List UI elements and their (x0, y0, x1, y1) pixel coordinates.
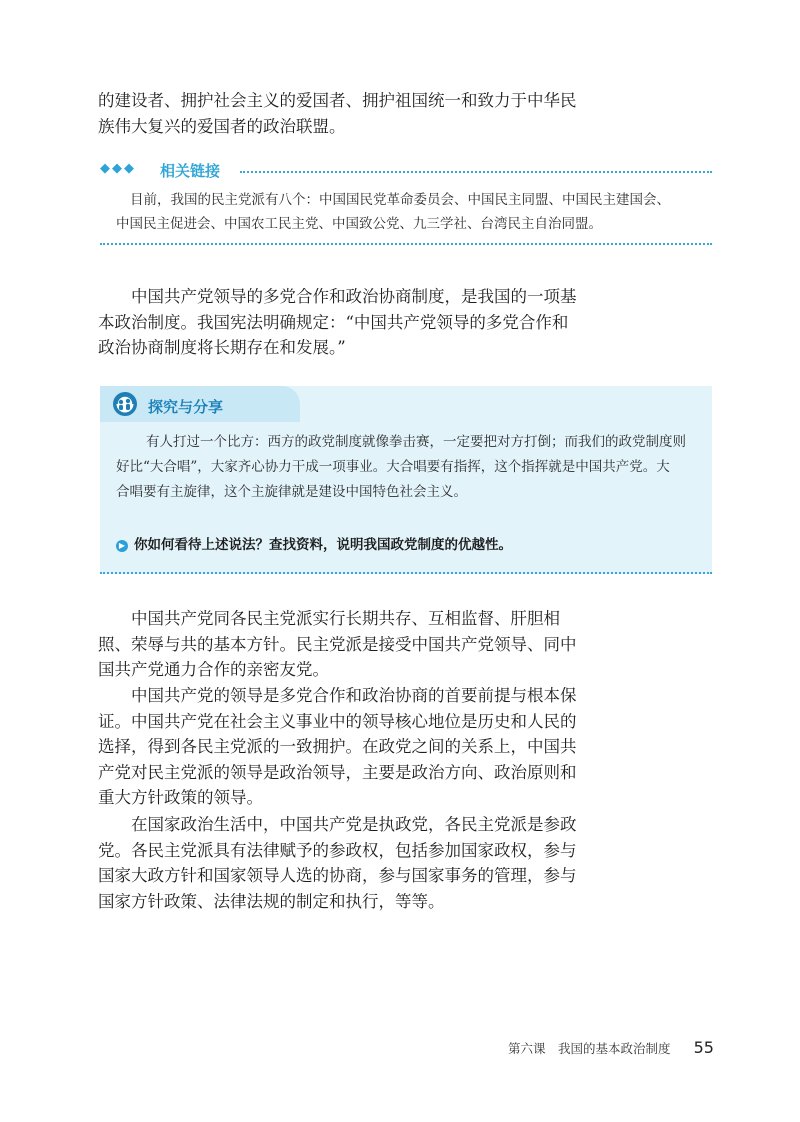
related-link-header (100, 160, 712, 182)
explore-share-body: 有人打过一个比方：西方的政党制度就像拳击赛，一定要把对方打倒；而我们的政党制度则 好比“大合唱”，大家齐心协力干成一项事业。大合唱要有指挥，这个指挥就是中国共产党。大 合唱要有主旋律，这个主旋律就是建设中国特色社会主义。 (116, 434, 686, 500)
paragraph-basic-policy: 中国共产党同各民主党派实行长期共存、互相监督、肝胆相 照、荣辱与共的基本方针。民主党派是接受中国共产党领导、同中 国共产党通力合作的亲密友党。 (98, 609, 577, 679)
dotted-divider (240, 171, 712, 173)
explore-question: ▶ 你如何看待上述说法？查找资料，说明我国政党制度的优越性。 (116, 533, 512, 553)
dotted-divider (100, 243, 712, 245)
dotted-divider (100, 572, 712, 574)
paragraph-party-leadership: 中国共产党的领导是多党合作和政治协商的首要前提与根本保 证。中国共产党在社会主义事业中的领导核心地位是历史和人民的 选择，得到各民主党派的一致拥护。在政党之间的关系上，中国共 产党对民主党派的领导是政治领导，主要是政治方向、政治原则和 重大方针政策的领导。 (98, 686, 577, 807)
page-number: 55 (693, 1038, 714, 1057)
paragraph-ruling-party: 在国家政治生活中，中国共产党是执政党，各民主党派是参政 党。各民主党派具有法律赋予的参政权，包括参加国家政权，参与 国家大政方针和国家领导人选的协商，参与国家事务的管理，参与 国家方针政策、法律法规的制定和执行，等等。 (98, 815, 577, 911)
related-link-body: 目前，我国的民主党派有八个：中国国民党革命委员会、中国民主同盟、中国民主建国会、 中国民主促进会、中国农工民主党、中国致公党、九三学社、台湾民主自治同盟。 (116, 192, 670, 232)
explore-share-title: 探究与分享 (148, 398, 224, 416)
page-footer (508, 1038, 714, 1057)
paragraph-continuation: 的建设者、拥护社会主义的爱国者、拥护祖国统一和致力于中华民 族伟大复兴的爱国者的政治联盟。 (98, 91, 577, 136)
related-link-title: 相关链接 (160, 162, 221, 180)
diamond-bullets-icon: ◆◆◆ (100, 161, 136, 176)
play-bullet-icon: ▶ (116, 540, 128, 552)
paragraph-multiparty-system: 中国共产党领导的多党合作和政治协商制度，是我国的一项基 本政治制度。我国宪法明确规定：“中国共产党领导的多党合作和 政治协商制度将长期存在和发展。” (98, 287, 577, 357)
globe-people-icon (112, 391, 138, 417)
chapter-title: 第六课 我国的基本政治制度 (508, 1041, 671, 1056)
